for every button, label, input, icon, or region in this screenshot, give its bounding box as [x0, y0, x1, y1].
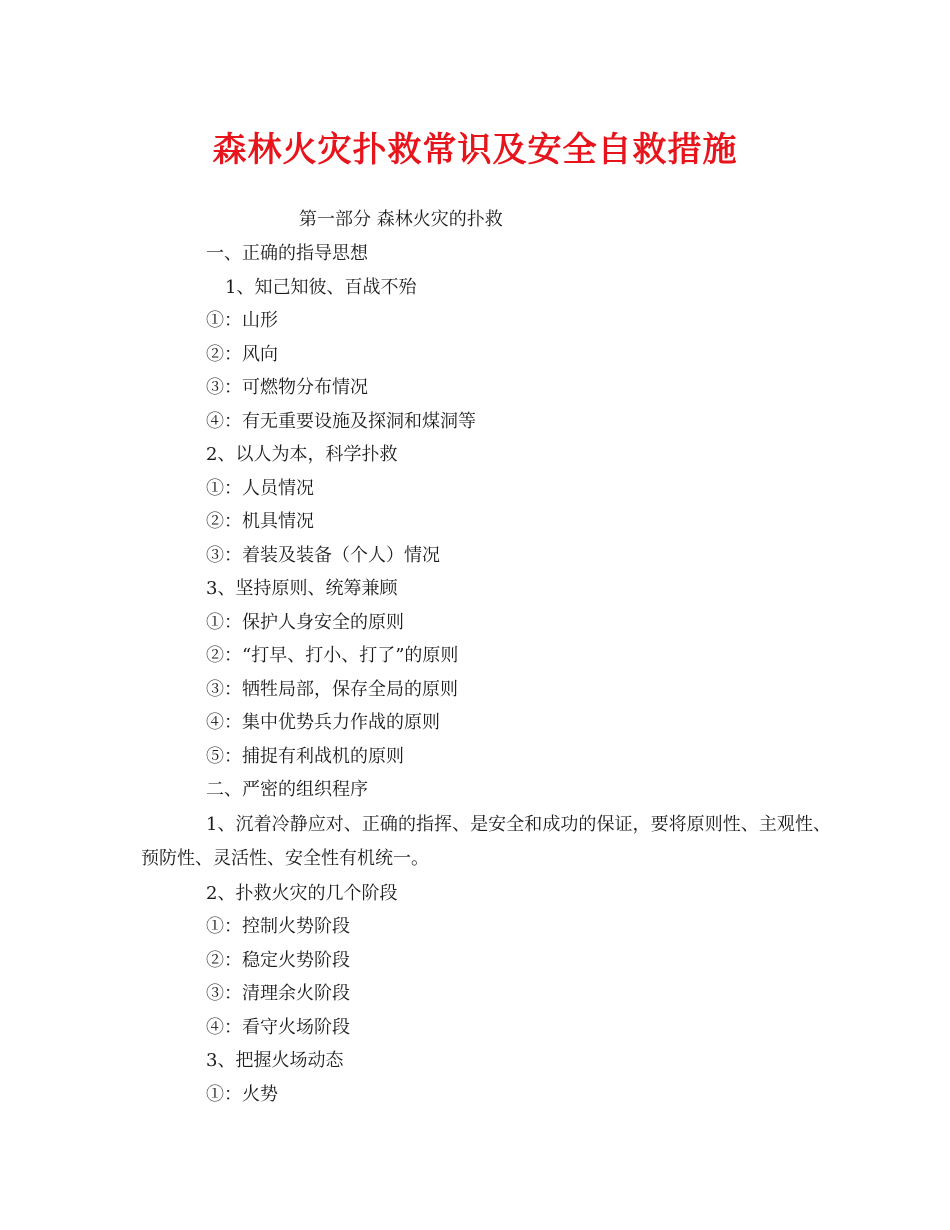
list-item: ④：集中优势兵力作战的原则 [206, 712, 440, 733]
subsection-heading: 1、知己知彼、百战不殆 [225, 277, 417, 298]
list-item: ①：人员情况 [206, 478, 314, 499]
subsection-heading: 3、把握火场动态 [206, 1050, 344, 1071]
list-item: ③：牺牲局部，保存全局的原则 [206, 679, 458, 700]
list-item: ①：火势 [206, 1084, 278, 1105]
list-item: ④：有无重要设施及探洞和煤洞等 [206, 411, 476, 432]
list-item: ④：看守火场阶段 [206, 1017, 350, 1038]
list-item: ②：稳定火势阶段 [206, 950, 350, 971]
subsection-heading: 2、以人为本，科学扑救 [206, 444, 398, 465]
list-item: ②：风向 [206, 344, 278, 365]
list-item: ③：可燃物分布情况 [206, 377, 368, 398]
list-item: ①：控制火势阶段 [206, 916, 350, 937]
list-item: ②：机具情况 [206, 511, 314, 532]
subsection-heading: 3、坚持原则、统筹兼顾 [206, 578, 398, 599]
list-item: ②：“打早、打小、打了”的原则 [206, 645, 459, 666]
list-item: ③：清理余火阶段 [206, 983, 350, 1004]
list-item: ⑤：捕捉有利战机的原则 [206, 746, 404, 767]
subsection-heading: 2、扑救火灾的几个阶段 [206, 883, 398, 904]
list-item: ③：着装及装备（个人）情况 [206, 545, 440, 566]
document-title: 森林火灾扑救常识及安全自救措施 [212, 130, 738, 170]
body-paragraph: 1、沉着冷静应对、正确的指挥、是安全和成功的保证，要将原则性、主观性、预防性、灵活性、安全性有机统一。 [141, 814, 831, 869]
section-heading: 一、正确的指导思想 [206, 243, 368, 264]
list-item: ①：山形 [206, 310, 278, 331]
section-heading: 二、严密的组织程序 [206, 779, 368, 800]
part-heading: 第一部分 森林火灾的扑救 [299, 209, 503, 230]
list-item: ①：保护人身安全的原则 [206, 612, 404, 633]
